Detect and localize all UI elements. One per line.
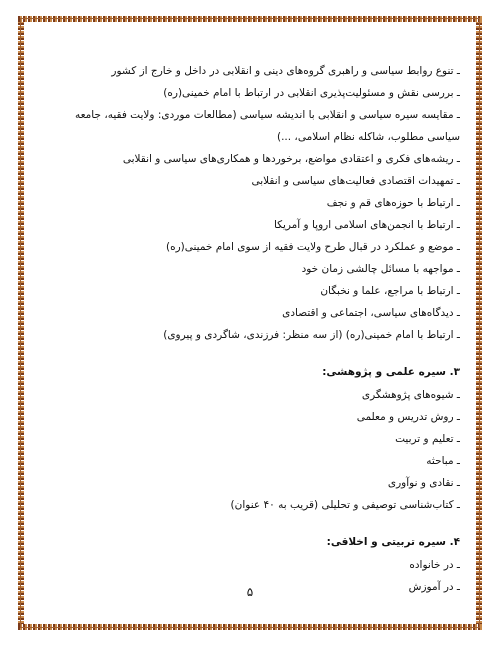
- list-item: ـ نقادی و نوآوری: [387, 477, 460, 489]
- page-content: [40, 60, 460, 598]
- list-item: ـ ارتباط با امام خمینی(ره) (از سه منظر: فرزندی، شاگردی و پیروی): [163, 329, 460, 341]
- list-item: ـ بررسی نقش و مسئولیت‌پذیری انقلابی در ارتباط با امام خمینی(ره): [163, 87, 460, 99]
- list-item: ـ ریشه‌های فکری و اعتقادی مواضع، برخوردها و همکاری‌های سیاسی و انقلابی: [122, 153, 460, 165]
- list-item: ـ دیدگاه‌های سیاسی، اجتماعی و اقتصادی: [282, 307, 460, 319]
- list-item: ـ کتاب‌شناسی توصیفی و تحلیلی (قریب به ۴۰ عنوان): [230, 499, 460, 511]
- list-item: ـ تمهیدات اقتصادی فعالیت‌های سیاسی و انقلابی: [251, 175, 460, 187]
- list-item: ـ در آموزش: [408, 581, 460, 593]
- list-item: ـ ارتباط با مراجع، علما و نخبگان: [320, 285, 460, 297]
- list-item: ـ مقایسه سیره سیاسی و انقلابی با اندیشه سیاسی (مطالعات موردی: ولایت فقیه، جامعه سیاسی مطلوب، شاکله نظام اسلامی، ...): [74, 109, 460, 143]
- list-item: ـ مواجهه با مسائل چالشی زمان خود: [301, 263, 460, 275]
- list-item: ـ تنوع روابط سیاسی و راهبری گروه‌های دینی و انقلابی در داخل و خارج از کشور: [111, 65, 460, 77]
- page-number: ۵: [246, 585, 254, 599]
- list-item: ـ شیوه‌های پژوهشگری: [361, 389, 460, 401]
- section-heading-ethical: ۴. سیره تربیتی و اخلاقی:: [326, 536, 460, 548]
- list-item: ـ روش تدریس و معلمی: [356, 411, 460, 423]
- list-item: ـ در خانواده: [409, 559, 460, 571]
- list-item: ـ ارتباط با حوزه‌های قم و نجف: [326, 197, 460, 209]
- list-item: ـ تعلیم و تربیت: [395, 433, 460, 445]
- list-item: ـ ارتباط با انجمن‌های اسلامی اروپا و آمریکا: [273, 219, 460, 231]
- list-item: ـ مباحثه: [426, 455, 460, 467]
- list-item: ـ موضع و عملکرد در قبال طرح ولایت فقیه از سوی امام خمینی(ره): [165, 241, 460, 253]
- section-heading-scientific: ۳. سیره علمی و پژوهشی:: [322, 366, 460, 378]
